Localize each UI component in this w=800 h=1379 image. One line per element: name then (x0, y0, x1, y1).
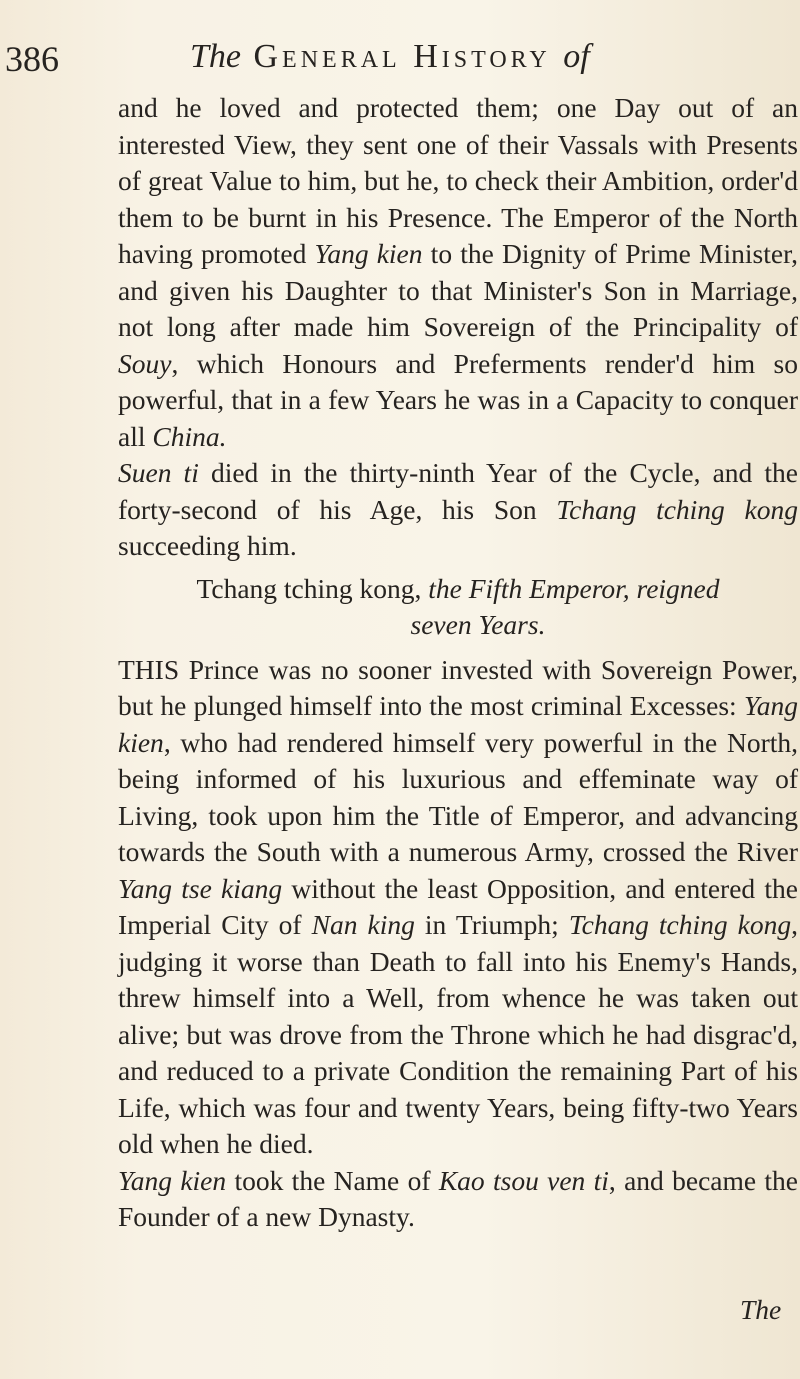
paragraph-2 (118, 455, 798, 565)
text-run: without the least Opposition, and entered the Imperial City of (118, 872, 798, 940)
text-run: took the Name of (226, 1164, 439, 1196)
italic-run: Souy (118, 347, 172, 379)
text-run: , judging it worse than Death to fall into his Enemy's Hands, threw himself into a Well, from whence he was taken out alive; but was drove from the Throne which he had disgrac'd, and reduced to a private Condition the remaining Part of his Life, which was four and twenty Years, being fifty-two Years old when he died. (118, 909, 798, 1159)
page-number: 386 (5, 39, 59, 79)
page-header (0, 30, 800, 90)
text-run: THIS Prince was no sooner invested with Sovereign Power, but he plunged himself into the most criminal Excesses: (118, 653, 798, 721)
italic-run: Tchang tching kong (568, 909, 792, 940)
italic-run: Tchang tching kong (556, 493, 798, 525)
section-heading-name: Tchang tching kong, (196, 572, 429, 604)
text-run: , and became the Founder of a new Dynasty. (118, 1164, 799, 1232)
running-title-main: General History (253, 38, 551, 75)
italic-run: Yang kien (118, 690, 798, 758)
text-run: , who had rendered himself very powerful in the North, being informed of his luxurious and effeminate way of Living, took upon him the Title of Emperor, and advancing towards the South with a numerous Army, crossed the River (118, 726, 798, 867)
paragraph-3 (118, 652, 798, 1163)
catchword: The (740, 1294, 782, 1325)
section-heading (118, 571, 798, 644)
text-run: died in the thirty-ninth Year of the Cycle, and the forty-second of his Age, his Son (118, 457, 798, 525)
italic-run: Yang kien (118, 1164, 227, 1196)
text-run: succeeding him. (118, 530, 297, 561)
italic-run: Nan king (311, 909, 415, 940)
text-run: to the Dignity of Prime Minister, and given his Daughter to that Minister's Son in Marriage, not long after made him Sovereign of the Principality of (118, 238, 799, 342)
running-title-the: The (190, 38, 241, 75)
italic-run: Yang tse kiang (118, 872, 283, 904)
section-heading-line-1 (118, 571, 798, 608)
paragraph-1 (118, 90, 798, 455)
italic-run: Suen ti (118, 457, 199, 488)
running-title (190, 38, 590, 76)
text-run: , which Honours and Preferments render'd him so powerful, that in a few Years he was in a Capacity to conquer all (118, 347, 798, 452)
running-title-of: of (563, 38, 590, 75)
section-heading-title: the Fifth Emperor, reigned (428, 572, 720, 604)
paragraph-4 (118, 1163, 798, 1236)
text-run: and he loved and protected them; one Day out of an interested View, they sent one of their Vassals with Presents of great Value to him, but he, to check their Ambition, order'd them to be burnt in his Presence. The Emperor of the North having promoted (118, 92, 798, 269)
italic-run: Yang kien (314, 238, 423, 269)
body-text (118, 90, 798, 1236)
italic-run: Kao tsou ven ti (438, 1164, 609, 1196)
italic-run: China. (152, 420, 227, 452)
text-run: in Triumph; (414, 909, 569, 940)
section-heading-line-2: seven Years. (410, 609, 546, 640)
